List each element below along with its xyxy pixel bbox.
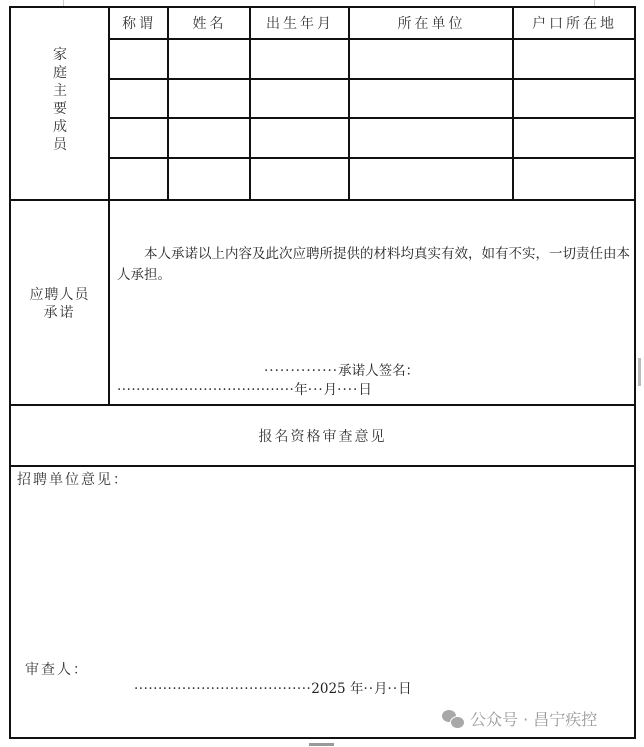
section-divider <box>9 465 636 467</box>
day-dots: ·· <box>387 681 399 697</box>
cell-relation-input[interactable] <box>110 159 167 199</box>
year-label: 年 <box>294 382 308 398</box>
section-divider <box>9 404 636 406</box>
label-char: 要 <box>53 101 67 117</box>
year-value: 2025 <box>311 681 346 697</box>
cell-birth-input[interactable] <box>251 159 348 199</box>
reviewer-field[interactable] <box>90 656 290 676</box>
cell-hukou-input[interactable] <box>514 80 634 117</box>
signature-line <box>264 359 419 379</box>
cell-unit-input[interactable] <box>350 119 512 157</box>
section-divider <box>9 199 636 201</box>
cell-hukou-input[interactable] <box>514 159 634 199</box>
promise-statement: 本人承诺以上内容及此次应聘所提供的材料均真实有效，如有不实，一切责任由本人承担。 <box>117 246 630 283</box>
reviewer-label: 审查人： <box>25 662 89 678</box>
cell-birth-input[interactable] <box>251 119 348 157</box>
cell-unit-input[interactable] <box>350 40 512 78</box>
cell-relation-input[interactable] <box>110 40 167 78</box>
month-dots: ·· <box>363 681 375 697</box>
year-label: 年 <box>349 681 364 697</box>
label-char: 庭 <box>53 65 67 81</box>
cell-name-input[interactable] <box>169 119 249 157</box>
table-border-bottom <box>9 737 636 739</box>
cell-name-input[interactable] <box>169 80 249 117</box>
employer-opinion-field[interactable] <box>17 490 627 650</box>
date-dots: ····································· <box>117 382 295 398</box>
applicant-promise-label-line1: 应聘人员 <box>29 287 90 303</box>
watermark-text: 公众号 · 昌宁疾控 <box>470 710 598 729</box>
table-border-left <box>9 6 11 739</box>
cell-relation-input[interactable] <box>110 119 167 157</box>
label-char: 成 <box>53 119 67 135</box>
column-header-relation: 称谓 <box>122 16 156 32</box>
column-header-hukou-location: 户口所在地 <box>532 16 617 32</box>
signature-dots: ·············· <box>264 363 339 379</box>
employer-opinion-label: 招聘单位意见： <box>17 472 129 488</box>
family-members-label <box>52 46 68 154</box>
applicant-promise-label-line2: 承诺 <box>43 305 76 321</box>
column-header-name: 姓名 <box>192 16 227 32</box>
label-char: 员 <box>53 137 67 153</box>
cell-name-input[interactable] <box>169 159 249 199</box>
promise-date-line <box>117 378 372 398</box>
month-dots: ··· <box>307 382 324 398</box>
month-label: 月 <box>374 681 388 697</box>
table-border-right <box>634 6 636 739</box>
review-date-line <box>134 677 412 697</box>
column-header-birth-date: 出生年月 <box>266 16 334 32</box>
day-dots: ···· <box>337 382 359 398</box>
qualification-review-title: 报名资格审查意见 <box>258 429 387 445</box>
label-char: 主 <box>53 83 67 99</box>
page-indicator <box>309 743 334 746</box>
scrollbar-handle[interactable] <box>638 358 641 386</box>
month-label: 月 <box>323 382 338 398</box>
cell-relation-input[interactable] <box>110 80 167 117</box>
signature-field[interactable] <box>470 358 620 378</box>
cell-birth-input[interactable] <box>251 80 348 117</box>
watermark <box>442 707 597 730</box>
wechat-icon <box>442 710 464 728</box>
cell-birth-input[interactable] <box>251 40 348 78</box>
day-label: 日 <box>358 382 372 398</box>
cell-hukou-input[interactable] <box>514 40 634 78</box>
cell-name-input[interactable] <box>169 40 249 78</box>
cell-unit-input[interactable] <box>350 159 512 199</box>
cell-hukou-input[interactable] <box>514 119 634 157</box>
day-label: 日 <box>398 681 412 697</box>
signature-label: 承诺人签名： <box>338 363 420 379</box>
table-border-top <box>9 6 636 8</box>
date-dots: ····································· <box>134 681 312 697</box>
column-header-work-unit: 所在单位 <box>397 16 466 32</box>
cell-unit-input[interactable] <box>350 80 512 117</box>
label-char: 家 <box>53 47 67 63</box>
